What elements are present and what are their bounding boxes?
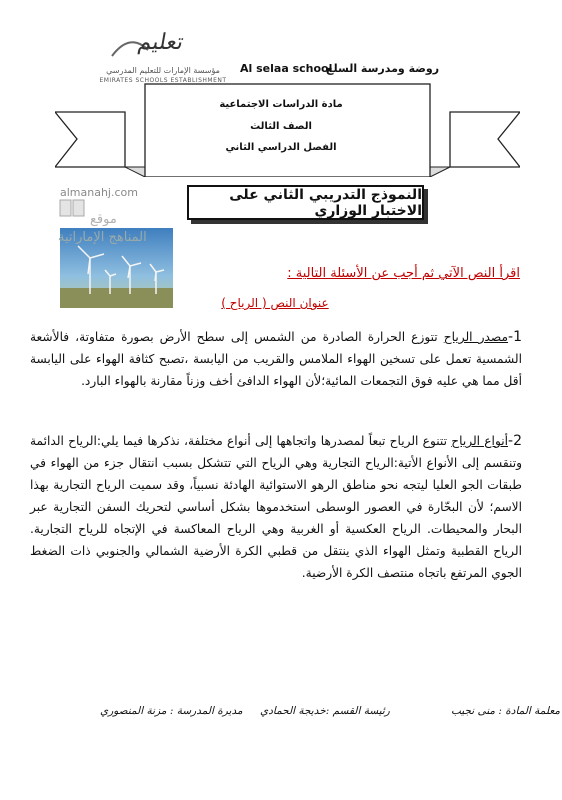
logo: [88, 30, 238, 90]
watermark-text-1: موقع: [90, 212, 117, 227]
paragraph-wind-source: [30, 326, 522, 392]
page-title: النموذج التدريبي الثاني على الاختبار الوزاري: [187, 185, 424, 220]
grade-label: الصف الثالث: [250, 121, 312, 132]
watermark-book-icon: [58, 196, 88, 220]
watermark-site: almanahj.com: [60, 186, 138, 199]
term-label: الفصل الدراسي الثاني: [225, 142, 337, 153]
school-name-arabic: روضة ومدرسة السلع: [326, 62, 440, 75]
signature-principal: مديرة المدرسة : مزنة المنصوري: [100, 705, 243, 717]
logo-mark: تعليم: [135, 30, 186, 55]
logo-arabic-name: مؤسسة الإمارات للتعليم المدرسي: [106, 66, 220, 75]
paragraph-wind-types: [30, 430, 522, 584]
instruction-text: اقرأ النص الآتي ثم أجب عن الأسئلة التالية :: [287, 266, 520, 281]
school-name-english: Al selaa school: [240, 62, 333, 75]
paragraph-body: تتوزع الحرارة الصادرة من الشمس إلى سطح الأرض بصورة متفاوتة، فالأشعة الشمسية تعمل على تسخين الهواء الملامس والقريب من اليابسة ،تصبح كثافة الهواء على اليابسة أقل مما هي عليه فوق التجمعات المائية؛لأن الهواء الدافئ أخف وزناً مقارنة بالهواء البارد.: [30, 330, 522, 388]
paragraph-number: 1-: [508, 329, 522, 345]
subject-label: مادة الدراسات الاجتماعية: [219, 99, 343, 110]
paragraph-heading: مصدر الرياح: [443, 330, 509, 344]
paragraph-number: 2-: [508, 433, 523, 449]
paragraph-heading: أنواع الرياح: [451, 434, 509, 448]
watermark-text-2: المناهج الإماراتية: [58, 230, 147, 245]
signature-teacher: معلمة المادة : منى نجيب: [451, 705, 561, 717]
paragraph-body: تتنوع الرياح تبعاً لمصدرها واتجاهها إلى أنواع مختلفة، نذكرها فيما يلي:الرياح الدائمة وتنقسم إلى الأنواع الأتية:الرياح التجارية وهي الرياح التي تتشكل بسبب انتقال جزء من الهواء في طبقات الجو العليا ليتجه نحو مناطق الرهو الاستوائية الهادئة نسبياً، وقد سميت الرياح التجارية بهذا الاسم؛ لأن البحّارة في العصور الوسطى استخدموها بشكل أساسي لتحريك السفن التجارية عبر البحار والمحيطات. الرياح العكسية أو الغربية وهي الرياح المعاكسة في الإتجاه للرياح التجارية. الرياح القطبية وتمثل الهواء الذي ينتقل من قطبي الكرة الأرضية الشمالي والجنوبي ذات الضغط الجوي المرتفع باتجاه منتصف الكرة الأرضية.: [30, 434, 522, 580]
text-title: عنوان النص ( الرياح ): [221, 296, 329, 310]
signature-department-head: رئيسة القسم :خديجة الحمادي: [260, 705, 390, 717]
logo-english-name: EMIRATES SCHOOLS ESTABLISHMENT: [99, 77, 227, 84]
